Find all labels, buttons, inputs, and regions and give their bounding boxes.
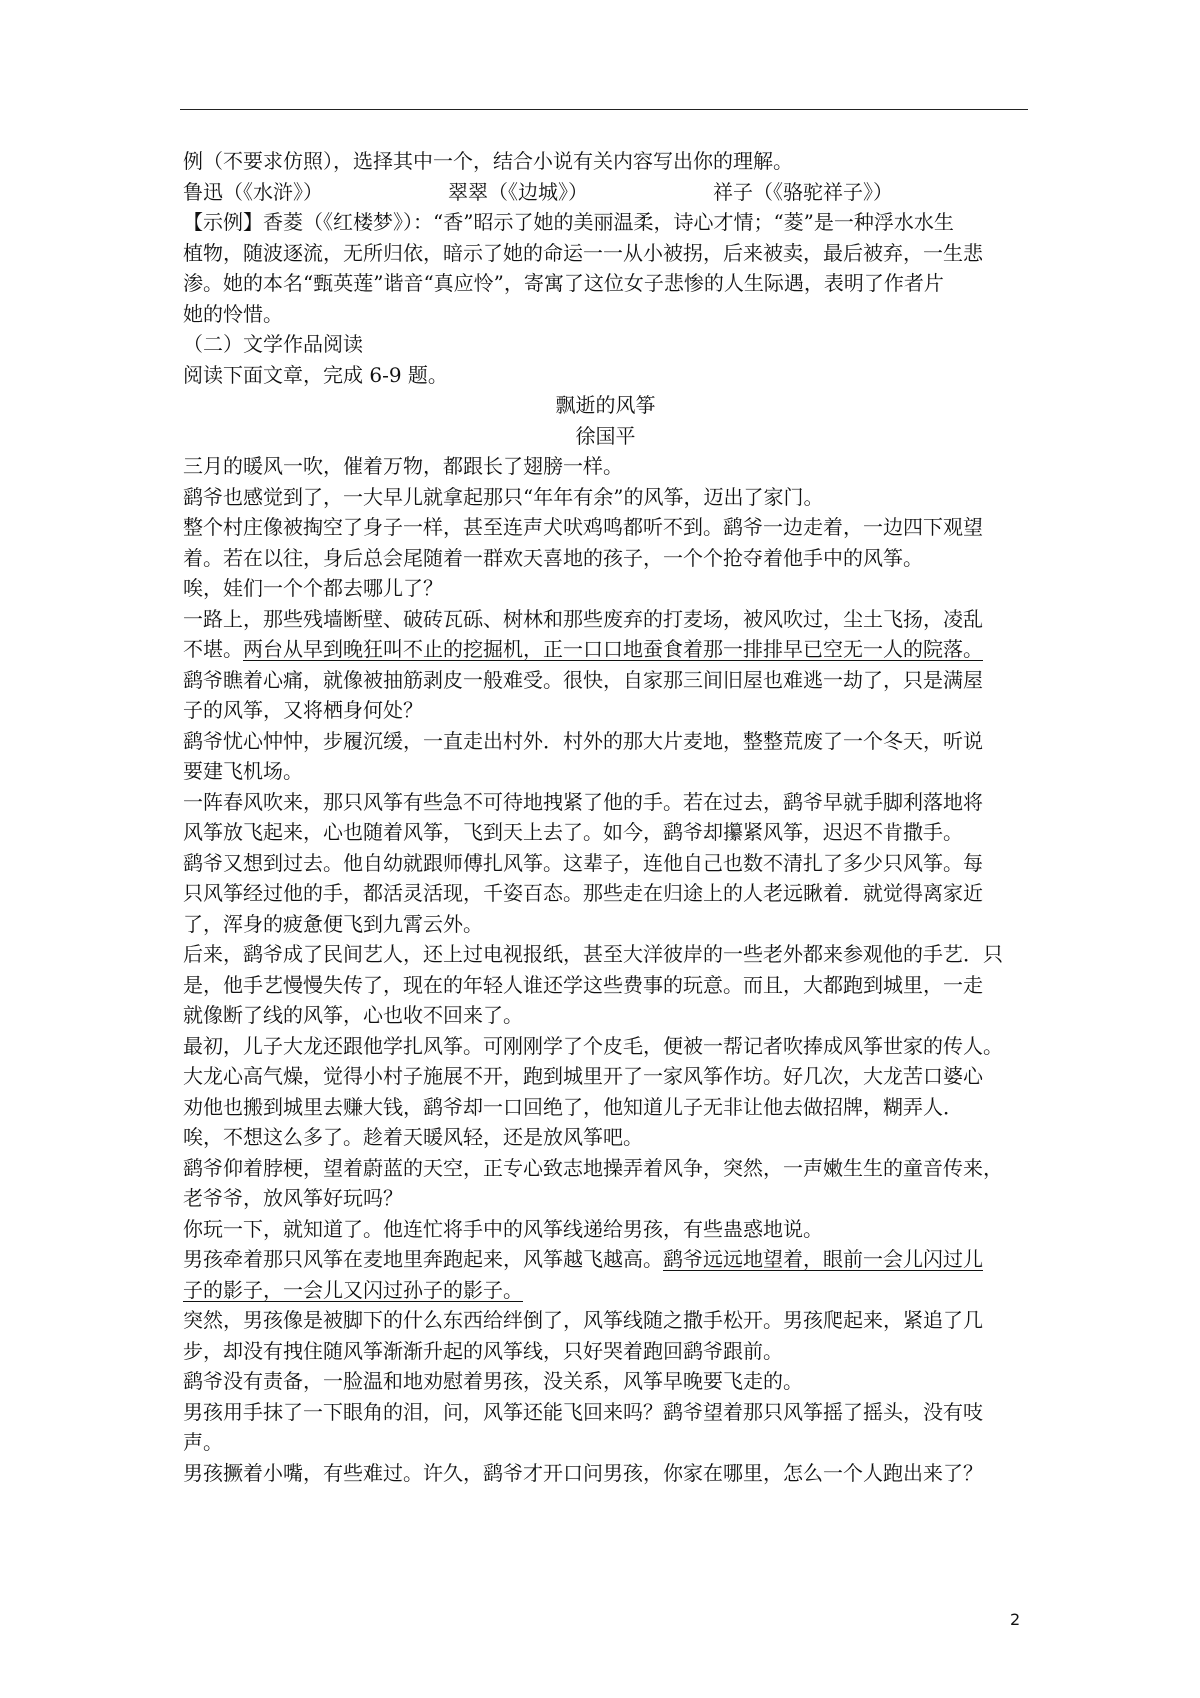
text-line-underlined xyxy=(183,1275,1028,1306)
character-names-row xyxy=(183,177,1028,208)
text-line: 一阵春风吹来，那只风筝有些急不可待地拽紧了他的手。若在过去，鹞爷早就手脚利落地将 xyxy=(183,789,983,814)
text-line: 最初，儿子大龙还跟他学扎风筝。可刚刚学了个皮毛，便被一帮记者吹捧成风筝世家的传人。 xyxy=(183,1033,1003,1058)
text-line: 鹞爷没有责备，一脸温和地劝慰着男孩，没关系，风筝早晚要飞走的。 xyxy=(183,1369,803,1393)
page-number: 2 xyxy=(1010,1610,1021,1629)
text-line: 是，他手艺慢慢失传了，现在的年轻人谁还学这些费事的玩意。而且，大都跑到城里，一走 xyxy=(183,972,983,997)
text-line: 男孩撅着小嘴，有些难过。许久，鹞爷才开口问男孩，你家在哪里，怎么一个人跑出来了？ xyxy=(183,1460,983,1485)
text-line: 唉，娃们一个个都去哪儿了？ xyxy=(183,576,443,600)
text-line: 子的风筝，又将栖身何处？ xyxy=(183,698,423,722)
text-line: 鹞爷又想到过去。他自幼就跟师傅扎风筝。这辈子，连他自己也数不清扎了多少只风筝。每 xyxy=(183,850,983,875)
underlined-sentence: 两台从早到晚狂叫不止的挖掘机，正一口口地蚕食着那一排排早已空无一人的院落。 xyxy=(243,637,983,661)
text-line: 要建飞机场。 xyxy=(183,759,303,783)
text-line: 她的怜惜。 xyxy=(183,301,283,326)
text-segment: 不堪。 xyxy=(183,637,243,661)
underlined-sentence: 鹞爷远远地望着，眼前一会儿闪过儿 xyxy=(663,1247,983,1271)
text-line: 就像断了线的风筝，心也收不回来了。 xyxy=(183,1003,523,1027)
text-line: 三月的暖风一吹，催着万物，都跟长了翅膀一样。 xyxy=(183,454,623,478)
text-line: 老爷爷，放风筝好玩吗？ xyxy=(183,1186,403,1210)
story-title: 飘逝的风筝 xyxy=(555,393,656,417)
instruction-line: 阅读下面文章，完成 6-9 题。 xyxy=(183,362,448,387)
text-line: 一路上，那些残墙断壁、破砖瓦砾、树林和那些废弃的打麦场，被风吹过，尘土飞扬，凌乱 xyxy=(183,606,983,631)
text-line: 着。若在以往，身后总会尾随着一群欢天喜地的孩子，一个个抢夺着他手中的风筝。 xyxy=(183,545,923,570)
name-item-luxun: 鲁迅（《水浒》） xyxy=(183,179,323,204)
text-line: 唉，不想这么多了。趁着天暖风轻，还是放风筝吧。 xyxy=(183,1125,643,1149)
text-line: 鹞爷忧心忡忡，步履沉缓，一直走出村外．村外的那大片麦地，整整荒废了一个冬天，听说 xyxy=(183,728,983,753)
text-line: 了，浑身的疲惫便飞到九霄云外。 xyxy=(183,911,483,936)
underlined-sentence: 子的影子，一会儿又闪过孙子的影子。 xyxy=(183,1277,523,1302)
name-item-xiangzi: 祥子（《骆驼祥子》） xyxy=(713,179,893,204)
text-line: 鹞爷也感觉到了，一大早儿就拿起那只“年年有余”的风筝，迈出了家门。 xyxy=(183,484,824,509)
text-line: 只风筝经过他的手，都活灵活现，千姿百态。那些走在归途上的人老远瞅着．就觉得离家近 xyxy=(183,881,983,905)
text-line: 鹞爷仰着脖梗，望着蔚蓝的天空，正专心致志地操弄着风争，突然，一声嫩生生的童音传来， xyxy=(183,1155,1003,1180)
text-line: 鹞爷瞧着心痛，就像被抽筋剥皮一般难受。很快，自家那三间旧屋也难逃一劫了，只是满屋 xyxy=(183,667,983,692)
text-line: 突然，男孩像是被脚下的什么东西给绊倒了，风筝线随之撒手松开。男孩爬起来，紧追了几 xyxy=(183,1308,983,1332)
document-body xyxy=(183,146,1028,1488)
text-line: 风筝放飞起来，心也随着风筝，飞到天上去了。如今，鹞爷却攥紧风筝，迟迟不肯撒手。 xyxy=(183,820,963,844)
text-line: 渗。她的本名“甄英莲”谐音“真应怜”，寄寓了这位女子悲惨的人生际遇，表明了作者片 xyxy=(183,271,944,295)
text-line: 声。 xyxy=(183,1430,223,1454)
text-line: 大龙心高气燥，觉得小村子施展不开，跑到城里开了一家风筝作坊。好几次，大龙苦口婆心 xyxy=(183,1064,983,1088)
text-line: 后来，鹞爷成了民间艺人，还上过电视报纸，甚至大洋彼岸的一些老外都来参观他的手艺．只 xyxy=(183,942,1003,966)
text-line: 劝他也搬到城里去赚大钱，鹞爷却一口回绝了，他知道儿子无非让他去做招牌，糊弄人． xyxy=(183,1094,963,1119)
text-line: 你玩一下，就知道了。他连忙将手中的风筝线递给男孩，有些蛊惑地说。 xyxy=(183,1216,823,1241)
section-heading: （二）文学作品阅读 xyxy=(183,332,363,356)
text-line-with-underline xyxy=(183,1244,1028,1275)
text-line: 男孩用手抹了一下眼角的泪，问，风筝还能飞回来吗？鹞爷望着那只风筝摇了摇头，没有吱 xyxy=(183,1399,983,1424)
header-rule xyxy=(180,109,1028,110)
example-line: 【示例】香菱（《红楼梦》）：“香”昭示了她的美丽温柔，诗心才情；“菱”是一种浮水水生 xyxy=(183,210,954,234)
text-line: 步，却没有拽住随风筝渐渐升起的风筝线，只好哭着跑回鹞爷跟前。 xyxy=(183,1338,783,1363)
text-line-with-underline xyxy=(183,634,1028,665)
text-line: 整个村庄像被掏空了身子一样，甚至连声犬吠鸡鸣都听不到。鹞爷一边走着，一边四下观望 xyxy=(183,515,983,539)
story-author: 徐国平 xyxy=(575,423,636,448)
name-item-cuicui: 翠翠（《边城》） xyxy=(448,179,588,204)
text-line: 植物，随波逐流，无所归依，暗示了她的命运一一从小被拐，后来被卖，最后被弃，一生悲 xyxy=(183,240,983,265)
text-line: 例（不要求仿照），选择其中一个，结合小说有关内容写出你的理解。 xyxy=(183,149,793,173)
text-segment: 男孩牵着那只风筝在麦地里奔跑起来，风筝越飞越高。 xyxy=(183,1247,663,1271)
